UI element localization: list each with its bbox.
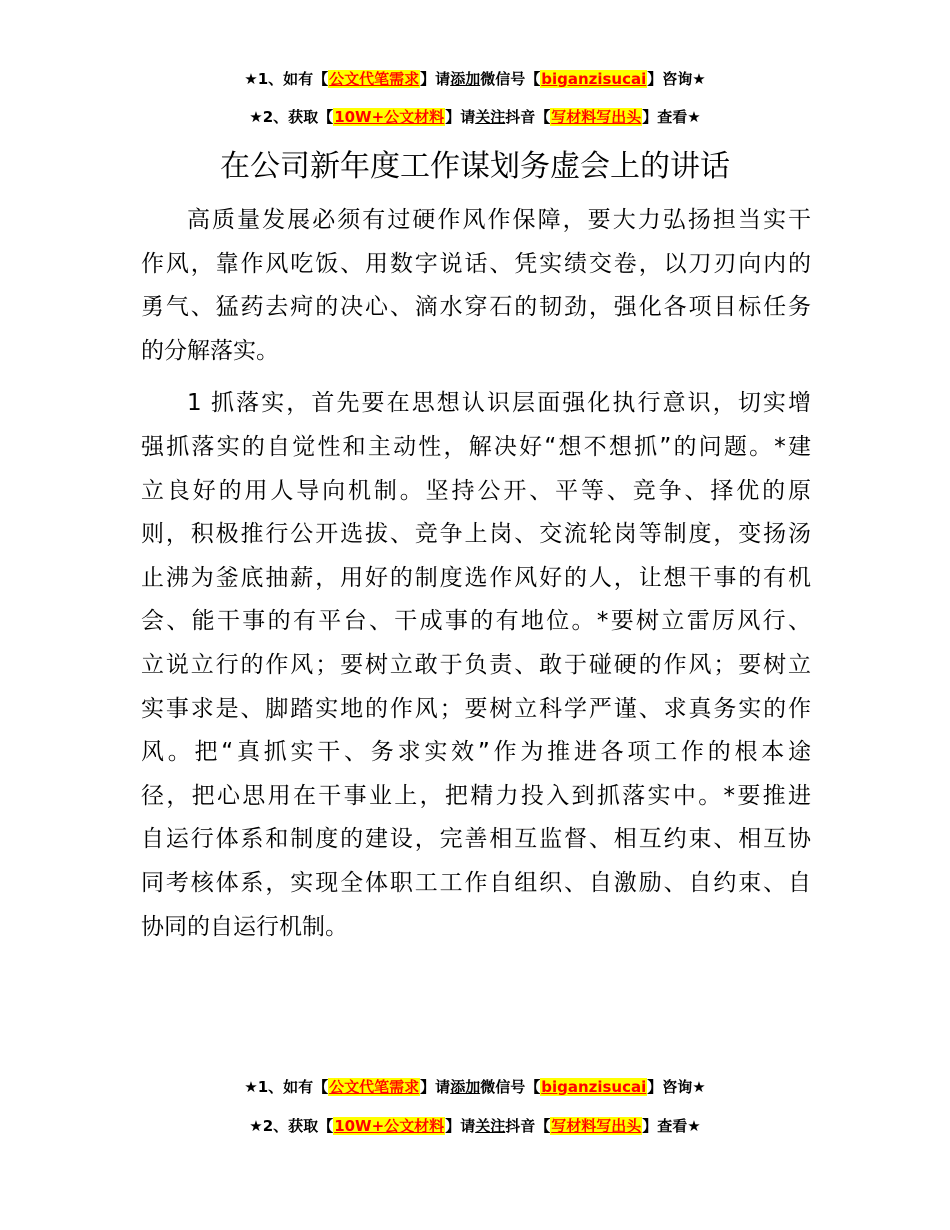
banner-text: 】咨询★ (647, 70, 706, 88)
banner-emphasis: 关注 (475, 108, 506, 126)
highlight-materials: 10W+公文材料 (334, 1117, 445, 1135)
highlight-service: 公文代笔需求 (329, 70, 420, 88)
promo-banner-top-line1 (0, 68, 950, 90)
text-line: 勇气、猛药去疴的决心、滴水穿石的韧劲，强化各项目标任务 (141, 294, 811, 321)
banner-emphasis: 添加 (450, 1078, 481, 1096)
paragraph-2 (141, 382, 811, 949)
text-line: 1 抓落实，首先要在思想认识层面强化执行意识，切实增 (187, 390, 811, 417)
text-line: 立说立行的作风；要树立敢于负责、敢于碰硬的作风；要树立 (141, 651, 811, 678)
banner-text: 】请 (445, 108, 476, 126)
document-title: 在公司新年度工作谋划务虚会上的讲话 (220, 149, 730, 184)
highlight-wechat-id: biganzisucai (541, 70, 647, 88)
banner-text: 】查看★ (642, 108, 701, 126)
paragraph-1 (141, 199, 811, 373)
banner-text: ★2、获取【 (249, 108, 334, 126)
banner-text: ★1、如有【 (244, 1078, 329, 1096)
text-line: 止沸为釜底抽薪，用好的制度选作风好的人，让想干事的有机 (141, 564, 811, 591)
banner-text: 】请 (420, 70, 451, 88)
text-line: 自运行体系和制度的建设，完善相互监督、相互约束、相互协 (141, 826, 811, 853)
document-body (141, 199, 811, 949)
text-line: 实事求是、脚踏实地的作风；要树立科学严谨、求真务实的作 (141, 695, 811, 722)
highlight-wechat-id: biganzisucai (541, 1078, 647, 1096)
highlight-douyin-id: 写材料写出头 (551, 108, 642, 126)
text-line: 径，把心思用在干事业上，把精力投入到抓落实中。*要推进 (141, 782, 811, 809)
banner-text: 】查看★ (642, 1117, 701, 1135)
text-line: 同考核体系，实现全体职工工作自组织、自激励、自约束、自 (141, 869, 811, 896)
promo-banner-bottom-line1 (0, 1076, 950, 1098)
banner-emphasis: 添加 (450, 70, 481, 88)
banner-text: 】请 (445, 1117, 476, 1135)
text-line: 强抓落实的自觉性和主动性，解决好“想不想抓”的问题。*建 (141, 433, 811, 460)
text-line: 的分解落实。 (141, 337, 279, 364)
banner-text: 抖音【 (505, 108, 551, 126)
text-line: 则，积极推行公开选拔、竞争上岗、交流轮岗等制度，变扬汤 (141, 521, 811, 548)
text-line: 作风，靠作风吃饭、用数字说话、凭实绩交卷，以刀刃向内的 (141, 250, 811, 277)
text-line: 立良好的用人导向机制。坚持公开、平等、竞争、择优的原 (141, 477, 811, 504)
text-line: 协同的自运行机制。 (141, 913, 348, 940)
text-line: 高质量发展必须有过硬作风作保障，要大力弘扬担当实干 (187, 207, 811, 233)
text-line: 会、能干事的有平台、干成事的有地位。*要树立雷厉风行、 (141, 608, 811, 635)
banner-text: 微信号【 (480, 1078, 541, 1096)
highlight-materials: 10W+公文材料 (334, 108, 445, 126)
promo-banner-bottom-line2 (0, 1115, 950, 1137)
banner-text: 微信号【 (480, 70, 541, 88)
highlight-service: 公文代笔需求 (329, 1078, 420, 1096)
banner-emphasis: 关注 (475, 1117, 506, 1135)
banner-text: 】咨询★ (647, 1078, 706, 1096)
banner-text: ★2、获取【 (249, 1117, 334, 1135)
highlight-douyin-id: 写材料写出头 (551, 1117, 642, 1135)
banner-text: 抖音【 (505, 1117, 551, 1135)
banner-text: ★1、如有【 (244, 70, 329, 88)
promo-banner-top-line2 (0, 106, 950, 128)
text-line: 风。把“真抓实干、务求实效”作为推进各项工作的根本途 (141, 739, 811, 766)
banner-text: 】请 (420, 1078, 451, 1096)
